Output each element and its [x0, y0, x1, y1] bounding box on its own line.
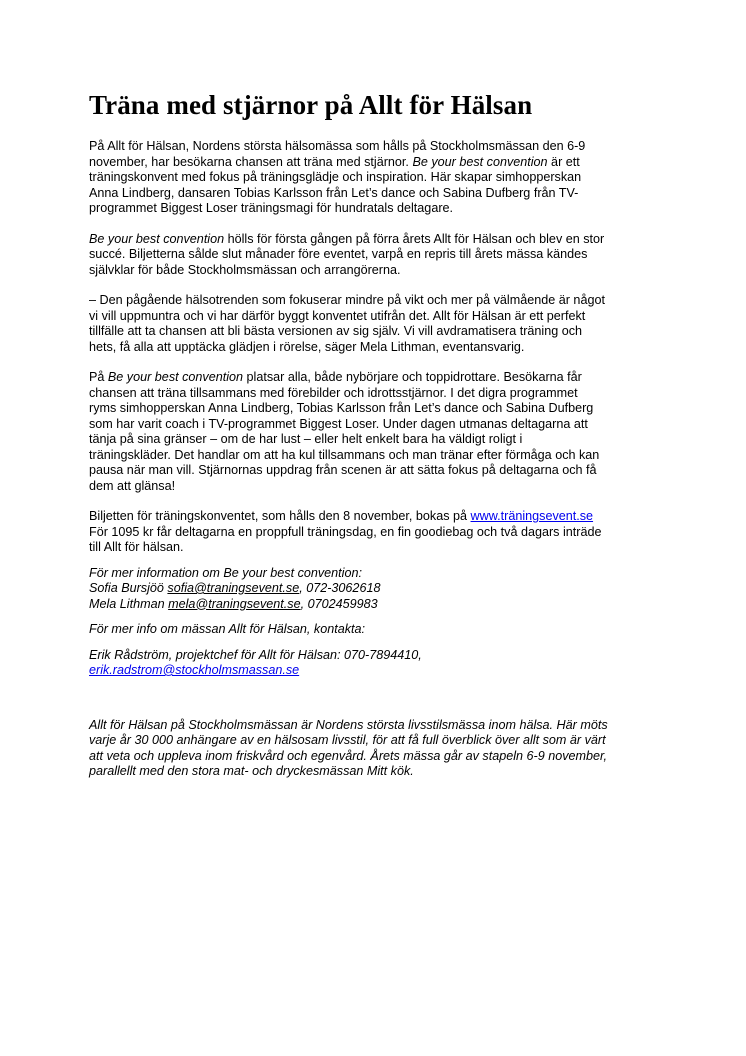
tickets-link[interactable]: www.träningsevent.se: [470, 509, 594, 523]
text-span: Biljetten för träningskonventet, som hålls den 8 november, bokas på: [89, 509, 471, 523]
paragraph-quote: [89, 293, 664, 355]
convention-name: Be your best convention: [412, 154, 548, 169]
contact-block: [89, 566, 664, 613]
spacer: [89, 694, 664, 718]
contact-line: [89, 597, 664, 613]
press-release: [89, 88, 664, 795]
text-line: att veta och uppleva inom friskvård och egenvård. Årets mässa går av stapeln 6-9 november,: [89, 748, 608, 763]
text-line: [89, 509, 664, 525]
text-span: platsar alla, både nybörjare och toppidrottare. Besökarna får: [243, 370, 582, 384]
text-line: – Den pågående hälsotrenden som fokuserar mindre på vikt och mer på välmående är något: [89, 293, 605, 307]
text-line: För 1095 kr får deltagarna en proppfull träningsdag, en fin goodiebag och två dagars inträde: [89, 524, 602, 539]
contact-line: [89, 581, 664, 597]
text-line: Anna Lindberg, dansaren Tobias Karlsson från Let’s dance och Sabina Dufberg från TV-: [89, 185, 579, 200]
text-line: träningskonvent med fokus på träningsglädje och inspiration. Här skapar simhopperskan: [89, 170, 582, 184]
paragraph-history: [89, 232, 664, 279]
fair-heading: För mer info om mässan Allt för Hälsan, kontakta:: [89, 622, 365, 636]
text-line: tillfälle att ta chansen att bli bästa versionen av sig själv. Vi vill avdramatisera träning och: [89, 324, 583, 338]
text-span: november, har besökarna chansen att träna med stjärnor.: [89, 154, 409, 169]
text-span: är ett: [547, 154, 580, 169]
text-line: ryms simhopperskan Anna Lindberg, Tobias Karlsson från Let’s dance och Sabina Dufberg: [89, 401, 594, 415]
convention-name: Be your best convention: [89, 231, 225, 246]
text-line: självklar för både Stockholmsmässan och arrangörerna.: [89, 262, 401, 277]
fair-contact: [89, 648, 664, 679]
email-link-erik[interactable]: erik.radstrom@stockholmsmassan.se: [89, 663, 300, 677]
text-line: Allt för Hälsan på Stockholmsmässan är Nordens största livsstilsmässa inom hälsa. Här möts: [89, 717, 608, 732]
contact-phone: , 0702459983: [300, 596, 378, 611]
text-line: tänja på sina gränser – om de har lust – eller helt enkelt bara ha väldigt roligt i: [89, 432, 523, 446]
text-line: programmet Biggest Loser träningsmagi för hundratals deltagare.: [89, 201, 454, 215]
contact-name: Sofia Bursjöö: [89, 581, 168, 595]
email-link-sofia[interactable]: sofia@traningsevent.se: [167, 581, 300, 595]
text-line: dem att glänsa!: [89, 478, 176, 493]
paragraph-tickets: [89, 509, 664, 556]
text-line: varje år 30 000 anhängare av en hälsosam livsstil, för att få full överblick över allt som är värt: [89, 733, 606, 747]
text-line: träningskläder. Det handlar om att ha kul tillsammans och man tränar efter förmåga och kan: [89, 447, 600, 462]
text-line: På Allt för Hälsan, Nordens största hälsomässa som hålls på Stockholmsmässan den 6-9: [89, 139, 586, 153]
text-line: till Allt för hälsan.: [89, 540, 184, 554]
text-span: hölls för första gången på förra årets Allt för Hälsan och blev en stor: [224, 231, 605, 246]
text-line: [89, 155, 664, 171]
about-paragraph: [89, 718, 664, 780]
text-line: pausa när man vill. Stjärnornas uppdrag från scenen är att sätta fokus på deltagarna och få: [89, 463, 597, 477]
text-span: På: [89, 370, 108, 384]
text-line: vi vill uppmuntra och vi har därför byggt konventet utifrån det. Allt för Hälsan är ett perfekt: [89, 308, 586, 323]
text-line: chansen att träna tillsammans med förebilder och idrottsstjärnor. I det digra programmet: [89, 385, 578, 400]
text-line: parallellt med den stora mat- och dryckesmässan Mitt kök.: [89, 764, 414, 778]
text-line: hets, få alla att upptäcka glädjen i rörelse, säger Mela Lithman, eventansvarig.: [89, 339, 525, 354]
text-line: [89, 232, 664, 248]
page-title: Träna med stjärnor på Allt för Hälsan: [89, 90, 533, 120]
paragraph-program: [89, 370, 664, 494]
fair-contact-email-line: [89, 663, 664, 679]
fair-contact-line: Erik Rådström, projektchef för Allt för Hälsan: 070-7894410,: [89, 647, 422, 662]
contact-heading: För mer information om Be your best convention:: [89, 565, 362, 580]
paragraph-intro: [89, 139, 664, 217]
contact-phone: , 072-3062618: [299, 581, 381, 595]
text-line: [89, 370, 664, 386]
contact-name: Mela Lithman: [89, 596, 169, 611]
text-line: succé. Biljetterna sålde slut månader före eventet, varpå en repris till årets mässa kändes: [89, 247, 588, 261]
email-link-mela[interactable]: mela@traningsevent.se: [168, 596, 301, 611]
convention-name: Be your best convention: [107, 370, 244, 384]
text-line: som har varit coach i TV-programmet Biggest Loser. Under dagen utmanas deltagarna att: [89, 416, 588, 431]
